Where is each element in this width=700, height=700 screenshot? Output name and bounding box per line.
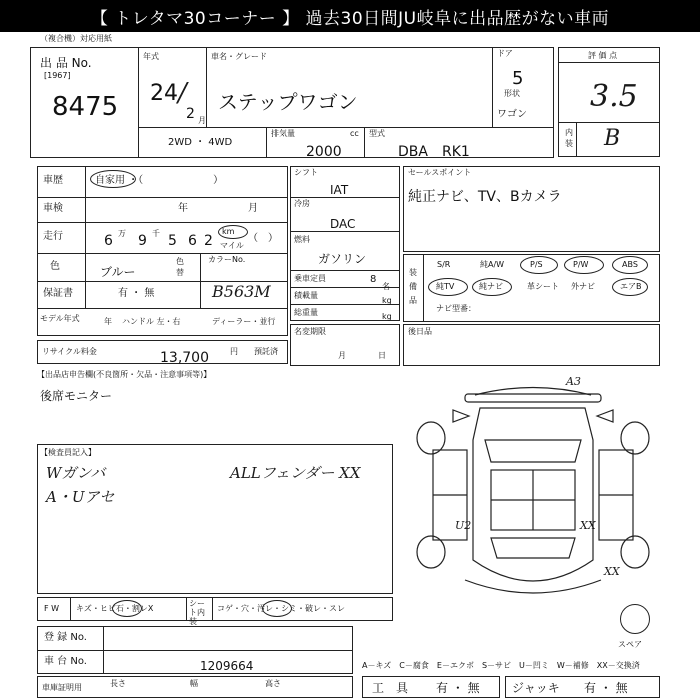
model-name: ステップワゴン — [218, 90, 358, 114]
mark-xx1: XX — [580, 519, 596, 532]
km-circle — [218, 225, 248, 239]
sales-point-value: 純正ナビ、TV、Bカメラ — [408, 189, 562, 205]
spare-circle — [620, 604, 650, 634]
shape-value: ワゴン — [497, 109, 527, 120]
lot-number: 8475 — [52, 92, 119, 122]
tv-circle — [428, 278, 468, 296]
color-code: B563M — [212, 282, 271, 301]
store-note: 【出品店申告欄(不良箇所・欠品・注意事項等)】 — [37, 370, 212, 379]
ps-circle — [520, 256, 558, 274]
damage-legend: A－キズ C－腐食 E－エクボ S－サビ U－凹ミ W－補修 XX－交換済 — [362, 661, 640, 670]
mark-xx2: XX — [604, 565, 620, 578]
interior-grade: B — [604, 126, 621, 151]
model-label: 車名・グレード — [211, 52, 267, 61]
notes-box — [403, 324, 660, 366]
shift-value: IAT — [330, 183, 349, 197]
navi-circle — [472, 278, 512, 296]
color-value: ブルー — [100, 265, 136, 279]
door-label: ドア — [497, 49, 513, 58]
inspector-line1: Wガンバ — [46, 464, 106, 482]
warranty-value: 有 ・ 無 — [118, 288, 155, 299]
katashiki-value: DBA RK1 — [398, 144, 470, 160]
fw-items: キズ・ヒビ石・割レX — [76, 604, 154, 613]
history-circle — [90, 170, 136, 188]
spare-label: スペア — [618, 640, 642, 649]
displacement-value: 2000 — [306, 144, 342, 160]
mark-a3: A3 — [566, 375, 581, 388]
lot-label: 出 品 No. — [40, 56, 92, 70]
mark-u2: U2 — [455, 519, 472, 532]
tools-value: 有 ・ 無 — [436, 681, 480, 695]
jack-value: 有 ・ 無 — [584, 681, 628, 695]
airbag-circle — [612, 278, 648, 296]
banner: 【 トレタマ30コーナー 】 過去30日間JU岐阜に出品歴がない車両 — [0, 0, 700, 32]
drive-type: 2WD ・ 4WD — [168, 137, 233, 148]
history-value: 自家用 ・（ ） — [95, 175, 224, 186]
hibi-circle — [112, 600, 142, 617]
inspector-line3: ALLフェンダー XX — [230, 464, 361, 482]
yogore-circle — [262, 600, 292, 617]
lot-sub: [1967] — [44, 71, 71, 80]
details-box — [37, 166, 288, 336]
score-value: 3.5 — [590, 79, 638, 114]
top-note: （複合機）対応用紙 — [40, 34, 112, 43]
abs-circle — [612, 256, 648, 274]
inspector-line2: A・Uアセ — [46, 488, 115, 506]
chassis-value: 1209664 — [200, 659, 254, 673]
recycle-value: 13,700 — [160, 350, 209, 366]
pw-circle — [564, 256, 604, 274]
month-value: 2 — [186, 106, 195, 122]
door-value: 5 — [512, 68, 524, 89]
mileage-d1: 6 — [104, 233, 113, 249]
score-label: 評 価 点 — [588, 51, 618, 60]
aircon-value: DAC — [330, 217, 356, 231]
year-label: 年式 — [143, 52, 159, 61]
car-damage-diagram — [405, 380, 660, 608]
fuel-value: ガソリン — [318, 252, 367, 266]
year-value: 24 — [150, 81, 178, 106]
sales-point-box — [403, 166, 660, 252]
seat-items: コゲ・穴・汚レ・シミ・破レ・スレ — [217, 604, 345, 613]
rear-monitor: 後席モニター — [40, 389, 113, 403]
